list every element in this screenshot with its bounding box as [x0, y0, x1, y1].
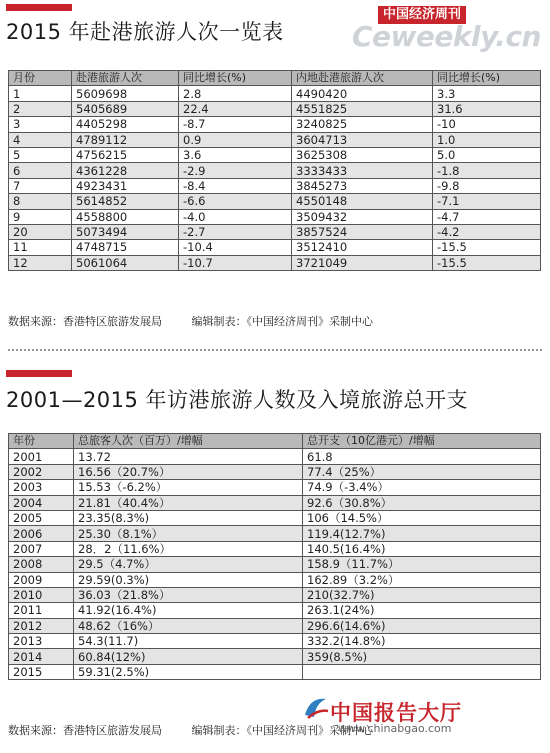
table-cell: -10.4 — [179, 240, 292, 255]
table-row — [9, 132, 541, 147]
table-cell: 3.3 — [433, 86, 541, 101]
table-header-row — [9, 71, 541, 86]
table-cell: 36.03（21.8%） — [74, 587, 303, 602]
table-row — [9, 649, 541, 664]
table-cell: 1.0 — [433, 132, 541, 147]
table-row — [9, 101, 541, 116]
table-cell: 6 — [9, 163, 72, 178]
table-row — [9, 572, 541, 587]
table-cell: -8.4 — [179, 178, 292, 193]
table-row — [9, 510, 541, 525]
table-cell: 4361228 — [72, 163, 179, 178]
table-cell: 21.81（40.4%） — [74, 495, 303, 510]
editor-note: 编辑制表：《中国经济周刊》采制中心 — [191, 315, 373, 328]
table-cell: 263.1(24%) — [303, 603, 541, 618]
table-cell: 4550148 — [292, 194, 433, 209]
table-cell: 210(32.7%) — [303, 587, 541, 602]
table-row — [9, 664, 541, 679]
table-cell: 54.3(11.7) — [74, 634, 303, 649]
table-cell: 5405689 — [72, 101, 179, 116]
section2-accent-bar — [6, 370, 72, 377]
section2-title: 2001—2015 年访港旅游人数及入境旅游总开支 — [6, 388, 469, 412]
table-cell: 15.53（-6.2%） — [74, 480, 303, 495]
table-cell: 3625308 — [292, 147, 433, 162]
table-row — [9, 240, 541, 255]
table-row — [9, 117, 541, 132]
table-row — [9, 603, 541, 618]
table-row — [9, 480, 541, 495]
column-header: 内地赴港旅游人次 — [292, 71, 433, 86]
column-header: 总开支（10亿港元）/增幅 — [303, 434, 541, 449]
table-cell: -15.5 — [433, 255, 541, 270]
table-cell: 158.9（11.7%） — [303, 557, 541, 572]
table-cell: 2001 — [9, 449, 74, 464]
table-cell: 3240825 — [292, 117, 433, 132]
table-cell: 359(8.5%) — [303, 649, 541, 664]
table-cell: 22.4 — [179, 101, 292, 116]
table-cell: 2009 — [9, 572, 74, 587]
watermark-logo-icon — [302, 693, 330, 721]
table-cell: 29.5（4.7%） — [74, 557, 303, 572]
table-header-row — [9, 434, 541, 449]
editor-note: 编辑制表：《中国经济周刊》采制中心 — [191, 724, 373, 737]
table-cell: 16.56（20.7%） — [74, 464, 303, 479]
table-cell: 3509432 — [292, 209, 433, 224]
table-cell: 41.92(16.4%) — [74, 603, 303, 618]
table-cell: 2015 — [9, 664, 74, 679]
table-cell: 3333433 — [292, 163, 433, 178]
table-cell: 3721049 — [292, 255, 433, 270]
table-cell: 140.5(16.4%) — [303, 541, 541, 556]
table-cell: 4558800 — [72, 209, 179, 224]
table-cell: 8 — [9, 194, 72, 209]
table-cell: 4405298 — [72, 117, 179, 132]
table-cell: -7.1 — [433, 194, 541, 209]
table-cell: 2005 — [9, 510, 74, 525]
column-header: 月份 — [9, 71, 72, 86]
table-cell: 296.6(14.6%) — [303, 618, 541, 633]
table-row — [9, 194, 541, 209]
table-cell: 4748715 — [72, 240, 179, 255]
table-cell: 28．2（11.6%） — [74, 541, 303, 556]
table-cell: 0.9 — [179, 132, 292, 147]
table-cell: 11 — [9, 240, 72, 255]
table-cell: 29.59(0.3%) — [74, 572, 303, 587]
table-cell: 5609698 — [72, 86, 179, 101]
table-cell: 2012 — [9, 618, 74, 633]
table-cell: 2010 — [9, 587, 74, 602]
table-cell: 2.8 — [179, 86, 292, 101]
table-cell: 25.30（8.1%） — [74, 526, 303, 541]
table-row — [9, 178, 541, 193]
table-row — [9, 209, 541, 224]
table-cell: 20 — [9, 224, 72, 239]
table-cell: 2004 — [9, 495, 74, 510]
table-cell: 3512410 — [292, 240, 433, 255]
source-note: 数据来源：香港特区旅游发展局 — [8, 315, 162, 328]
table-cell: 48.62（16%） — [74, 618, 303, 633]
table-row — [9, 224, 541, 239]
table-cell: 2007 — [9, 541, 74, 556]
table-cell: 2013 — [9, 634, 74, 649]
table-cell: 119.4(12.7%) — [303, 526, 541, 541]
table-cell: 74.9（-3.4%） — [303, 480, 541, 495]
table-cell: 3 — [9, 117, 72, 132]
table-cell: 106（14.5%） — [303, 510, 541, 525]
table-cell — [303, 664, 541, 679]
table-cell: 2011 — [9, 603, 74, 618]
watermark-url: www.chinabgao.com — [338, 722, 452, 735]
table-cell: 5 — [9, 147, 72, 162]
section1-accent-bar — [6, 4, 72, 11]
table-cell: 4 — [9, 132, 72, 147]
table-row — [9, 255, 541, 270]
table-row — [9, 634, 541, 649]
table-cell: -10 — [433, 117, 541, 132]
table-cell: 12 — [9, 255, 72, 270]
section-divider — [8, 349, 542, 351]
table-row — [9, 86, 541, 101]
table-cell: 61.8 — [303, 449, 541, 464]
table-row — [9, 464, 541, 479]
table-cell: 1 — [9, 86, 72, 101]
table-cell: 3857524 — [292, 224, 433, 239]
table-cell: 23.35(8.3%) — [74, 510, 303, 525]
table-row — [9, 557, 541, 572]
table-cell: -4.2 — [433, 224, 541, 239]
source-note: 数据来源：香港特区旅游发展局 — [8, 724, 162, 737]
table-row — [9, 163, 541, 178]
table-cell: 92.6（30.8%） — [303, 495, 541, 510]
table-cell: -6.6 — [179, 194, 292, 209]
table-cell: -8.7 — [179, 117, 292, 132]
site-logo: Ceweekly.cn — [352, 20, 541, 53]
table-cell: 332.2(14.8%) — [303, 634, 541, 649]
table-cell: -2.7 — [179, 224, 292, 239]
table-cell: 4789112 — [72, 132, 179, 147]
table-cell: 5061064 — [72, 255, 179, 270]
table-cell: -10.7 — [179, 255, 292, 270]
table-row — [9, 618, 541, 633]
table-row — [9, 147, 541, 162]
column-header: 同比增长(%) — [179, 71, 292, 86]
table-cell: -9.8 — [433, 178, 541, 193]
column-header: 总旅客人次（百万）/增幅 — [74, 434, 303, 449]
table-cell: -1.8 — [433, 163, 541, 178]
table-row — [9, 495, 541, 510]
column-header: 年份 — [9, 434, 74, 449]
table-cell: 5073494 — [72, 224, 179, 239]
watermark-brand: 中国报告大厅 — [330, 701, 462, 725]
table-cell: 2003 — [9, 480, 74, 495]
table-row — [9, 526, 541, 541]
table-cell: 4551825 — [292, 101, 433, 116]
table-row — [9, 587, 541, 602]
table-cell: 77.4（25%） — [303, 464, 541, 479]
table-cell: 3845273 — [292, 178, 433, 193]
table-cell: 2014 — [9, 649, 74, 664]
table-cell: 2008 — [9, 557, 74, 572]
section1-source-line — [8, 313, 399, 329]
table-cell: 162.89（3.2%） — [303, 572, 541, 587]
section1-title: 2015 年赴港旅游人次一览表 — [6, 20, 284, 44]
monthly-visitors-table — [8, 70, 541, 271]
annual-visitors-table — [8, 433, 541, 680]
table-cell: 3.6 — [179, 147, 292, 162]
table-cell: 60.84(12%) — [74, 649, 303, 664]
table-row — [9, 541, 541, 556]
table-cell: -4.7 — [433, 209, 541, 224]
table-cell: 31.6 — [433, 101, 541, 116]
table-cell: 4490420 — [292, 86, 433, 101]
table-cell: 2002 — [9, 464, 74, 479]
table-cell: 2 — [9, 101, 72, 116]
table-cell: -4.0 — [179, 209, 292, 224]
table-cell: 5.0 — [433, 147, 541, 162]
table-cell: 4923431 — [72, 178, 179, 193]
table-cell: 5614852 — [72, 194, 179, 209]
table-cell: 4756215 — [72, 147, 179, 162]
table-cell: -2.9 — [179, 163, 292, 178]
table-row — [9, 449, 541, 464]
column-header: 赴港旅游人次 — [72, 71, 179, 86]
table-cell: 7 — [9, 178, 72, 193]
magazine-logo: 中国经济周刊 — [378, 6, 466, 24]
table-cell: -15.5 — [433, 240, 541, 255]
column-header: 同比增长(%) — [433, 71, 541, 86]
table-cell: 9 — [9, 209, 72, 224]
table-cell: 3604713 — [292, 132, 433, 147]
table-cell: 13.72 — [74, 449, 303, 464]
table-cell: 59.31(2.5%) — [74, 664, 303, 679]
table-cell: 2006 — [9, 526, 74, 541]
